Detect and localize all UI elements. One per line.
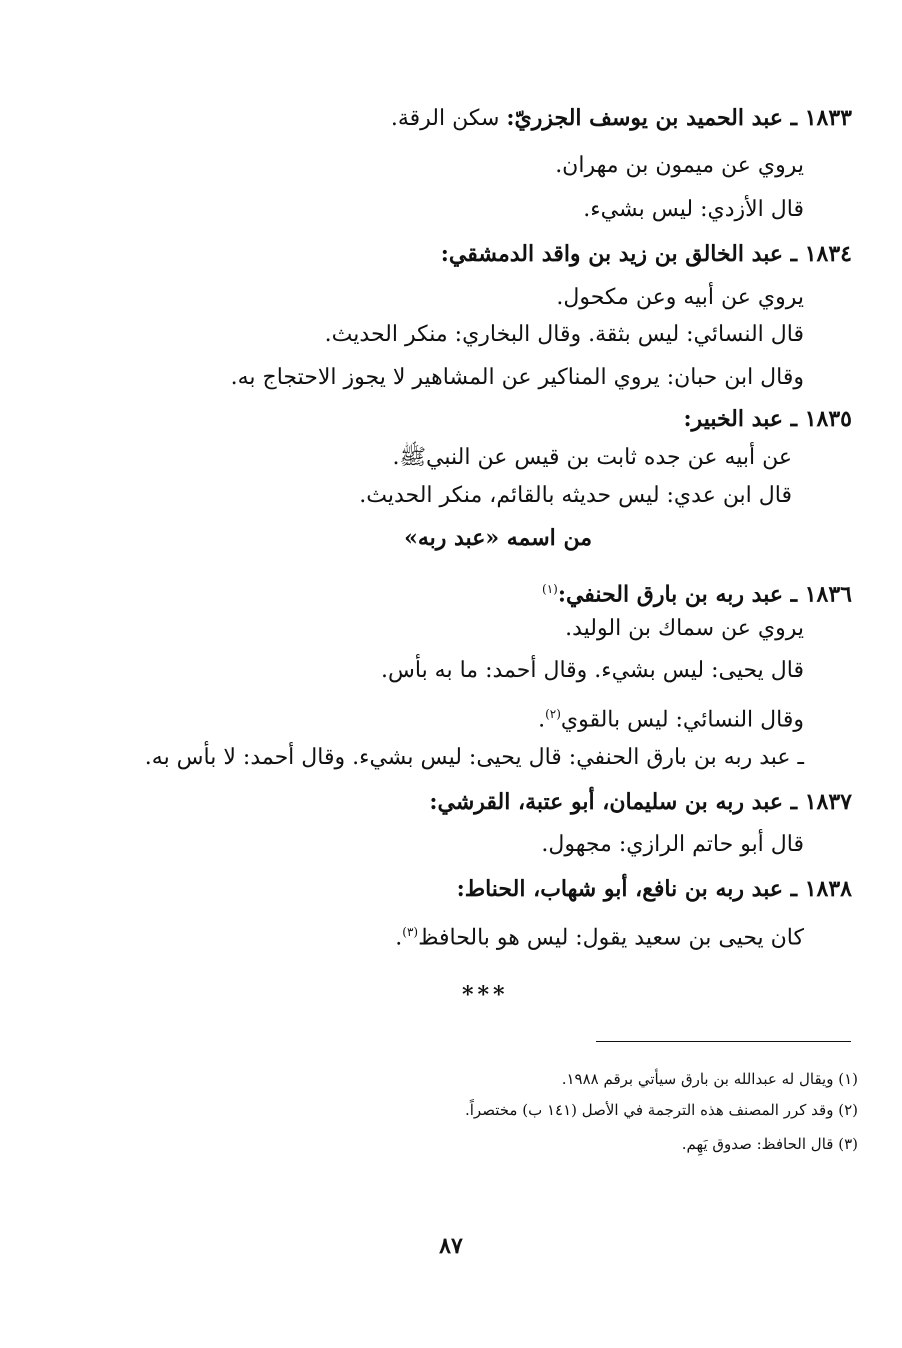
entry-1837-line-1: قال أبو حاتم الرازي: مجهول. — [541, 832, 804, 857]
entry-1838-line-1-text: كان يحيى بن سعيد يقول: ليس هو بالحافظ — [418, 925, 804, 951]
entry-1836-line-4: ـ عبد ربه بن بارق الحنفي: قال يحيى: ليس بشيء. وقال أحمد: لا بأس به. — [144, 745, 804, 770]
entry-1833-line-1: يروي عن ميمون بن مهران. — [555, 153, 804, 178]
footnote-1: (١) ويقال له عبدالله بن بارق سيأتي برقم ١٩٨٨. — [561, 1070, 858, 1088]
entry-1836-line-3-text: وقال النسائي: ليس بالقوي — [560, 707, 804, 733]
section-title: من اسمه «عبد ربه» — [404, 525, 592, 551]
footnote-2: (٢) وقد كرر المصنف هذه الترجمة في الأصل (١٤١ ب) مختصراً. — [464, 1101, 858, 1119]
footnote-ref-2: (٢) — [545, 707, 561, 721]
entry-1833-heading — [391, 103, 852, 134]
entry-1838-heading: ١٨٣٨ ـ عبد ربه بن نافع، أبو شهاب، الحناط: — [456, 876, 852, 902]
entry-1836-line-2: قال يحيى: ليس بشيء. وقال أحمد: ما به بأس. — [381, 658, 804, 683]
entry-1836-line-1: يروي عن سماك بن الوليد. — [565, 616, 804, 641]
entry-1835-line-1: عن أبيه عن جده ثابت بن قيس عن النبيﷺ. — [392, 445, 792, 470]
entry-1838-line-1-end: . — [395, 925, 403, 951]
entry-1834-line-1: يروي عن أبيه وعن مكحول. — [556, 285, 804, 310]
entry-1835-line-2: قال ابن عدي: ليس حديثه بالقائم، منكر الحديث. — [359, 483, 792, 508]
footnote-3: (٣) قال الحافظ: صدوق يَهِم. — [681, 1135, 858, 1153]
entry-1835-heading: ١٨٣٥ ـ عبد الخبير: — [683, 406, 852, 432]
entry-1834-heading: ١٨٣٤ ـ عبد الخالق بن زيد بن واقد الدمشقي: — [440, 241, 852, 267]
separator-stars: *** — [462, 982, 509, 1008]
footnote-ref-3: (٣) — [402, 925, 419, 939]
entry-1833-line-2: قال الأزدي: ليس بشيء. — [583, 197, 804, 222]
entry-1834-line-2: قال النسائي: ليس بثقة. وقال البخاري: منكر الحديث. — [324, 322, 804, 347]
entry-1836-line-3-end: . — [538, 707, 546, 733]
entry-1834-line-3: وقال ابن حبان: يروي المناكير عن المشاهير لا يجوز الاحتجاج به. — [230, 365, 804, 390]
footnote-divider — [596, 1041, 851, 1042]
entry-1836-heading — [542, 574, 852, 609]
entry-1833-note: سكن الرقة. — [390, 106, 507, 131]
page-number: ٨٧ — [439, 1233, 463, 1259]
entry-1837-heading: ١٨٣٧ ـ عبد ربه بن سليمان، أبو عتبة، القرشي: — [429, 789, 852, 815]
footnote-ref-1: (١) — [542, 582, 558, 596]
entry-1836-name: ١٨٣٦ ـ عبد ربه بن بارق الحنفي: — [557, 581, 852, 608]
entry-1833-name: ١٨٣٣ ـ عبد الحميد بن يوسف الجزريّ: — [506, 105, 852, 131]
entry-1836-line-3 — [538, 699, 804, 735]
entry-1838-line-1 — [395, 917, 804, 953]
